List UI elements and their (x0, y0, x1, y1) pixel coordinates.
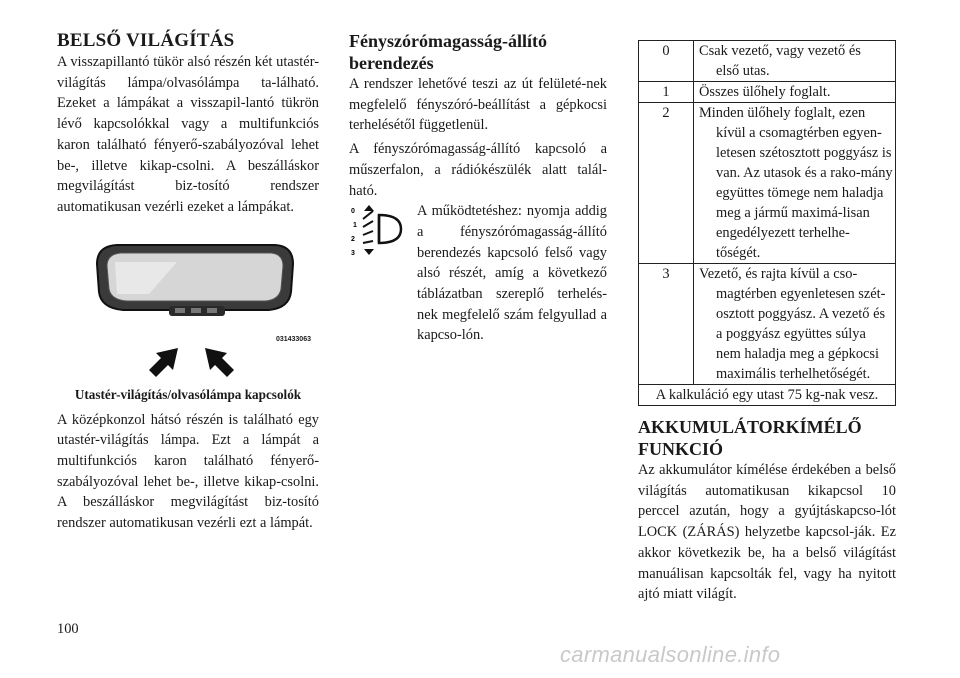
rearview-mirror-illustration (57, 232, 319, 382)
middle-column (349, 30, 607, 346)
table-row (639, 103, 896, 264)
table-footer: A kalkuláció egy utast 75 kg-nak vesz. (639, 385, 896, 406)
section-heading-battery-saver: AKKUMULÁTORKÍMÉLŐ FUNKCIÓ (638, 417, 862, 459)
section-heading-headlight-leveling: Fényszórómagasság-állító berendezés (349, 31, 547, 73)
table-cell-desc-first: Vezető, és rajta kívül a cso- (699, 266, 858, 282)
table-cell-desc-rest: első utas. (716, 63, 770, 79)
section-heading-interior-lights: BELSŐ VILÁGÍTÁS (57, 30, 235, 51)
icon-label-2: 2 (351, 236, 355, 244)
figure-caption: Utastér-világítás/olvasólámpa kapcsolók (74, 386, 302, 402)
battery-saver-paragraph: Az akkumulátor kímélése érdekében a belső világítás automatikusan kikapcsol 10 perccel azután, hogy a gyújtáskapcso-lót LOCK (ZÁRÁS) helyzetbe kapcsol-ják. Ez akkor következik be, ha a belső világítást manuálisan kapcsolták fel, vagy ha nyitott ajtó miatt világít. (638, 462, 896, 603)
mirror-figure (57, 232, 319, 382)
table-cell-num: 2 (639, 103, 694, 264)
headlight-leveling-switch-icon (349, 203, 409, 263)
table-row (639, 41, 896, 82)
load-table (638, 40, 896, 406)
table-cell-desc (694, 82, 896, 103)
table-cell-desc (694, 41, 896, 82)
icon-label-3: 3 (351, 250, 355, 258)
table-footer-row (639, 385, 896, 406)
left-column (57, 30, 319, 534)
table-row (639, 82, 896, 103)
headlight-paragraph-3: A működtetéshez: nyomja addig a fényszórómagasság-állító berendezés kapcsoló felső vagy alsó részét, amíg a következő táblázatban szereplő terhelés-nek megfelelő szám felgyullad a kapcso-lón. (417, 203, 607, 344)
table-cell-desc (694, 264, 896, 385)
table-row (639, 264, 896, 385)
interior-lights-paragraph-2: A középkonzol hátsó részén is található egy utastér-világítás lámpa. Ezt a lámpát a multifunkciós karon található fényerő-szabályozóval lehet be-, illetve kikap-csolni. A beszálláskor megvilágítást biz-tosító rendszer automatikusan vezérli ezt a lámpát. (57, 411, 319, 532)
table-cell-desc-rest: kívül a csomagtérben egyen-letesen szétosztott poggyász is van. Az utasok és a rako-mány együttes tömege nem haladja meg a jármű maximá-lisan engedélyezett terhelhe-tőségét. (716, 125, 893, 261)
headlight-paragraph-2: A fényszórómagasság-állító kapcsoló a műszerfalon, a rádiókészülék alatt talál-ható. (349, 141, 607, 199)
watermark: carmanualsonline.info (560, 642, 781, 667)
table-cell-desc (694, 103, 896, 264)
icon-label-1: 1 (353, 222, 357, 230)
icon-label-0: 0 (351, 208, 355, 216)
interior-lights-paragraph-1: A visszapillantó tükör alsó részén két utastér-világítás lámpa/olvasólámpa ta-lálható. Ezeket a lámpákat a visszapil-lantó tükrön lévő kapcsolókkal vagy a multifunkciós karon található fényerő-szabályozóval lehet be-, illetve kikap-csolni. A beszálláskor megvilágítást biz-tosító rendszer automatikusan vezérli ezeket a lámpákat. (57, 54, 319, 215)
table-cell-desc-first: Csak vezető, vagy vezető és (699, 43, 861, 59)
headlight-switch-block (349, 201, 607, 346)
table-cell-num: 0 (639, 41, 694, 82)
headlight-paragraph-1: A rendszer lehetővé teszi az út felületé-nek megfelelő fényszóró-beállítást a gépkocsi terhelésétől függetlenül. (349, 76, 607, 134)
table-cell-desc-rest: magtérben egyenletesen szét-osztott poggyász. A vezető és a poggyász együttes súlya nem haladja meg a gépkocsi maximális terhelhetőségét. (716, 286, 886, 382)
figure-code: 031433063 (275, 335, 311, 343)
table-cell-desc-first: Minden ülőhely foglalt, ezen (699, 105, 866, 121)
page-number: 100 (57, 621, 79, 637)
table-cell-num: 1 (639, 82, 694, 103)
right-column (638, 40, 896, 605)
table-cell-num: 3 (639, 264, 694, 385)
table-cell-desc-first: Összes ülőhely foglalt. (699, 84, 831, 100)
